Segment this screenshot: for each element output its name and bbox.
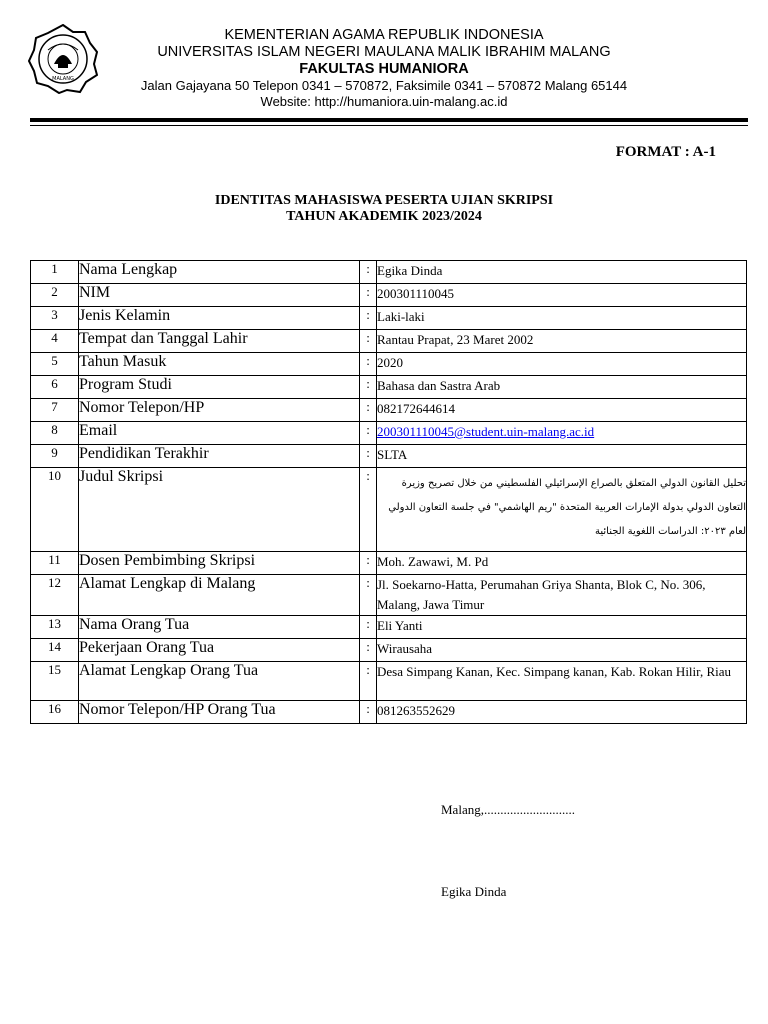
field-label: Dosen Pembimbing Skripsi	[79, 552, 360, 575]
title-line-1: IDENTITAS MAHASISWA PESERTA UJIAN SKRIPSI	[214, 193, 554, 208]
table-row	[31, 701, 747, 724]
colon-separator: :	[360, 422, 377, 445]
row-number: 3	[31, 307, 79, 330]
field-value: Bahasa dan Sastra Arab	[377, 376, 747, 399]
colon-separator: :	[360, 399, 377, 422]
field-value: Desa Simpang Kanan, Kec. Simpang kanan, Kab. Rokan Hilir, Riau	[377, 662, 747, 701]
colon-separator: :	[360, 445, 377, 468]
field-label: Alamat Lengkap di Malang	[79, 575, 360, 616]
colon-separator: :	[360, 353, 377, 376]
row-number: 12	[31, 575, 79, 616]
field-value: Jl. Soekarno-Hatta, Perumahan Griya Shanta, Blok C, No. 306, Malang, Jawa Timur	[377, 575, 747, 616]
field-value: 081263552629	[377, 701, 747, 724]
format-code: FORMAT : A-1	[615, 144, 716, 160]
colon-separator: :	[360, 701, 377, 724]
signer-name: Egika Dinda	[441, 884, 507, 899]
colon-separator: :	[360, 639, 377, 662]
identity-table	[30, 260, 747, 724]
field-label: Email	[79, 422, 360, 445]
field-value: Wirausaha	[377, 639, 747, 662]
faculty-name: FAKULTAS HUMANIORA	[299, 61, 469, 77]
colon-separator: :	[360, 330, 377, 353]
document-title	[0, 193, 768, 225]
table-row	[31, 376, 747, 399]
colon-separator: :	[360, 662, 377, 701]
table-row	[31, 353, 747, 376]
table-row	[31, 422, 747, 445]
field-label: Judul Skripsi	[79, 468, 360, 552]
row-number: 15	[31, 662, 79, 701]
field-value: Moh. Zawawi, M. Pd	[377, 552, 747, 575]
colon-separator: :	[360, 468, 377, 552]
colon-separator: :	[360, 575, 377, 616]
table-row	[31, 639, 747, 662]
field-label: NIM	[79, 284, 360, 307]
table-row	[31, 552, 747, 575]
field-value	[377, 468, 747, 552]
colon-separator: :	[360, 307, 377, 330]
table-row	[31, 399, 747, 422]
field-value: Egika Dinda	[377, 261, 747, 284]
thesis-title-arabic: تحليل القانون الدولي المتعلق بالصراع الإسرائيلي الفلسطيني من خلال تصريح وزيرة التعاون الدولي بدولة الإمارات العربية المتحدة "ريم الهاشمي" في جلسة التعاون الدولي لعام ٢٠٢٣: الدراسات اللغوية الجنائية	[388, 478, 746, 537]
field-value: 200301110045	[377, 284, 747, 307]
field-value	[377, 422, 747, 445]
field-label: Alamat Lengkap Orang Tua	[79, 662, 360, 701]
row-number: 14	[31, 639, 79, 662]
field-value: Eli Yanti	[377, 616, 747, 639]
email-link[interactable]: 200301110045@student.uin-malang.ac.id	[377, 424, 595, 439]
table-row	[31, 662, 747, 701]
row-number: 13	[31, 616, 79, 639]
row-number: 8	[31, 422, 79, 445]
field-value: SLTA	[377, 445, 747, 468]
field-label: Jenis Kelamin	[79, 307, 360, 330]
ministry-name: KEMENTERIAN AGAMA REPUBLIK INDONESIA	[224, 27, 544, 43]
field-label: Nama Lengkap	[79, 261, 360, 284]
row-number: 6	[31, 376, 79, 399]
colon-separator: :	[360, 261, 377, 284]
field-label: Pendidikan Terakhir	[79, 445, 360, 468]
field-label: Program Studi	[79, 376, 360, 399]
field-label: Nomor Telepon/HP Orang Tua	[79, 701, 360, 724]
table-row	[31, 261, 747, 284]
row-number: 7	[31, 399, 79, 422]
field-value: 2020	[377, 353, 747, 376]
table-row	[31, 616, 747, 639]
university-logo	[28, 24, 98, 94]
row-number: 1	[31, 261, 79, 284]
row-number: 10	[31, 468, 79, 552]
table-row	[31, 307, 747, 330]
title-line-2: TAHUN AKADEMIK 2023/2024	[286, 209, 482, 224]
field-value: Laki-laki	[377, 307, 747, 330]
table-row	[31, 445, 747, 468]
header-divider-thin	[30, 125, 748, 126]
field-label: Nama Orang Tua	[79, 616, 360, 639]
field-label: Tahun Masuk	[79, 353, 360, 376]
table-row	[31, 468, 747, 552]
field-label: Pekerjaan Orang Tua	[79, 639, 360, 662]
row-number: 4	[31, 330, 79, 353]
university-name: UNIVERSITAS ISLAM NEGERI MAULANA MALIK IBRAHIM MALANG	[157, 44, 611, 60]
university-seal-icon	[28, 24, 98, 94]
signature-place-date: Malang,............................	[441, 802, 575, 817]
address-line: Jalan Gajayana 50 Telepon 0341 – 570872, Faksimile 0341 – 570872 Malang 65144	[140, 78, 628, 93]
field-value: Rantau Prapat, 23 Maret 2002	[377, 330, 747, 353]
table-row	[31, 330, 747, 353]
field-value: 082172644614	[377, 399, 747, 422]
field-label: Tempat dan Tanggal Lahir	[79, 330, 360, 353]
colon-separator: :	[360, 284, 377, 307]
letterhead	[100, 27, 668, 110]
colon-separator: :	[360, 376, 377, 399]
header-divider-thick	[30, 118, 748, 122]
row-number: 9	[31, 445, 79, 468]
table-row	[31, 575, 747, 616]
website-line: Website: http://humaniora.uin-malang.ac.id	[260, 94, 508, 109]
logo-text: MALANG	[52, 76, 74, 82]
colon-separator: :	[360, 552, 377, 575]
row-number: 2	[31, 284, 79, 307]
table-row	[31, 284, 747, 307]
row-number: 5	[31, 353, 79, 376]
row-number: 16	[31, 701, 79, 724]
colon-separator: :	[360, 616, 377, 639]
field-label: Nomor Telepon/HP	[79, 399, 360, 422]
row-number: 11	[31, 552, 79, 575]
